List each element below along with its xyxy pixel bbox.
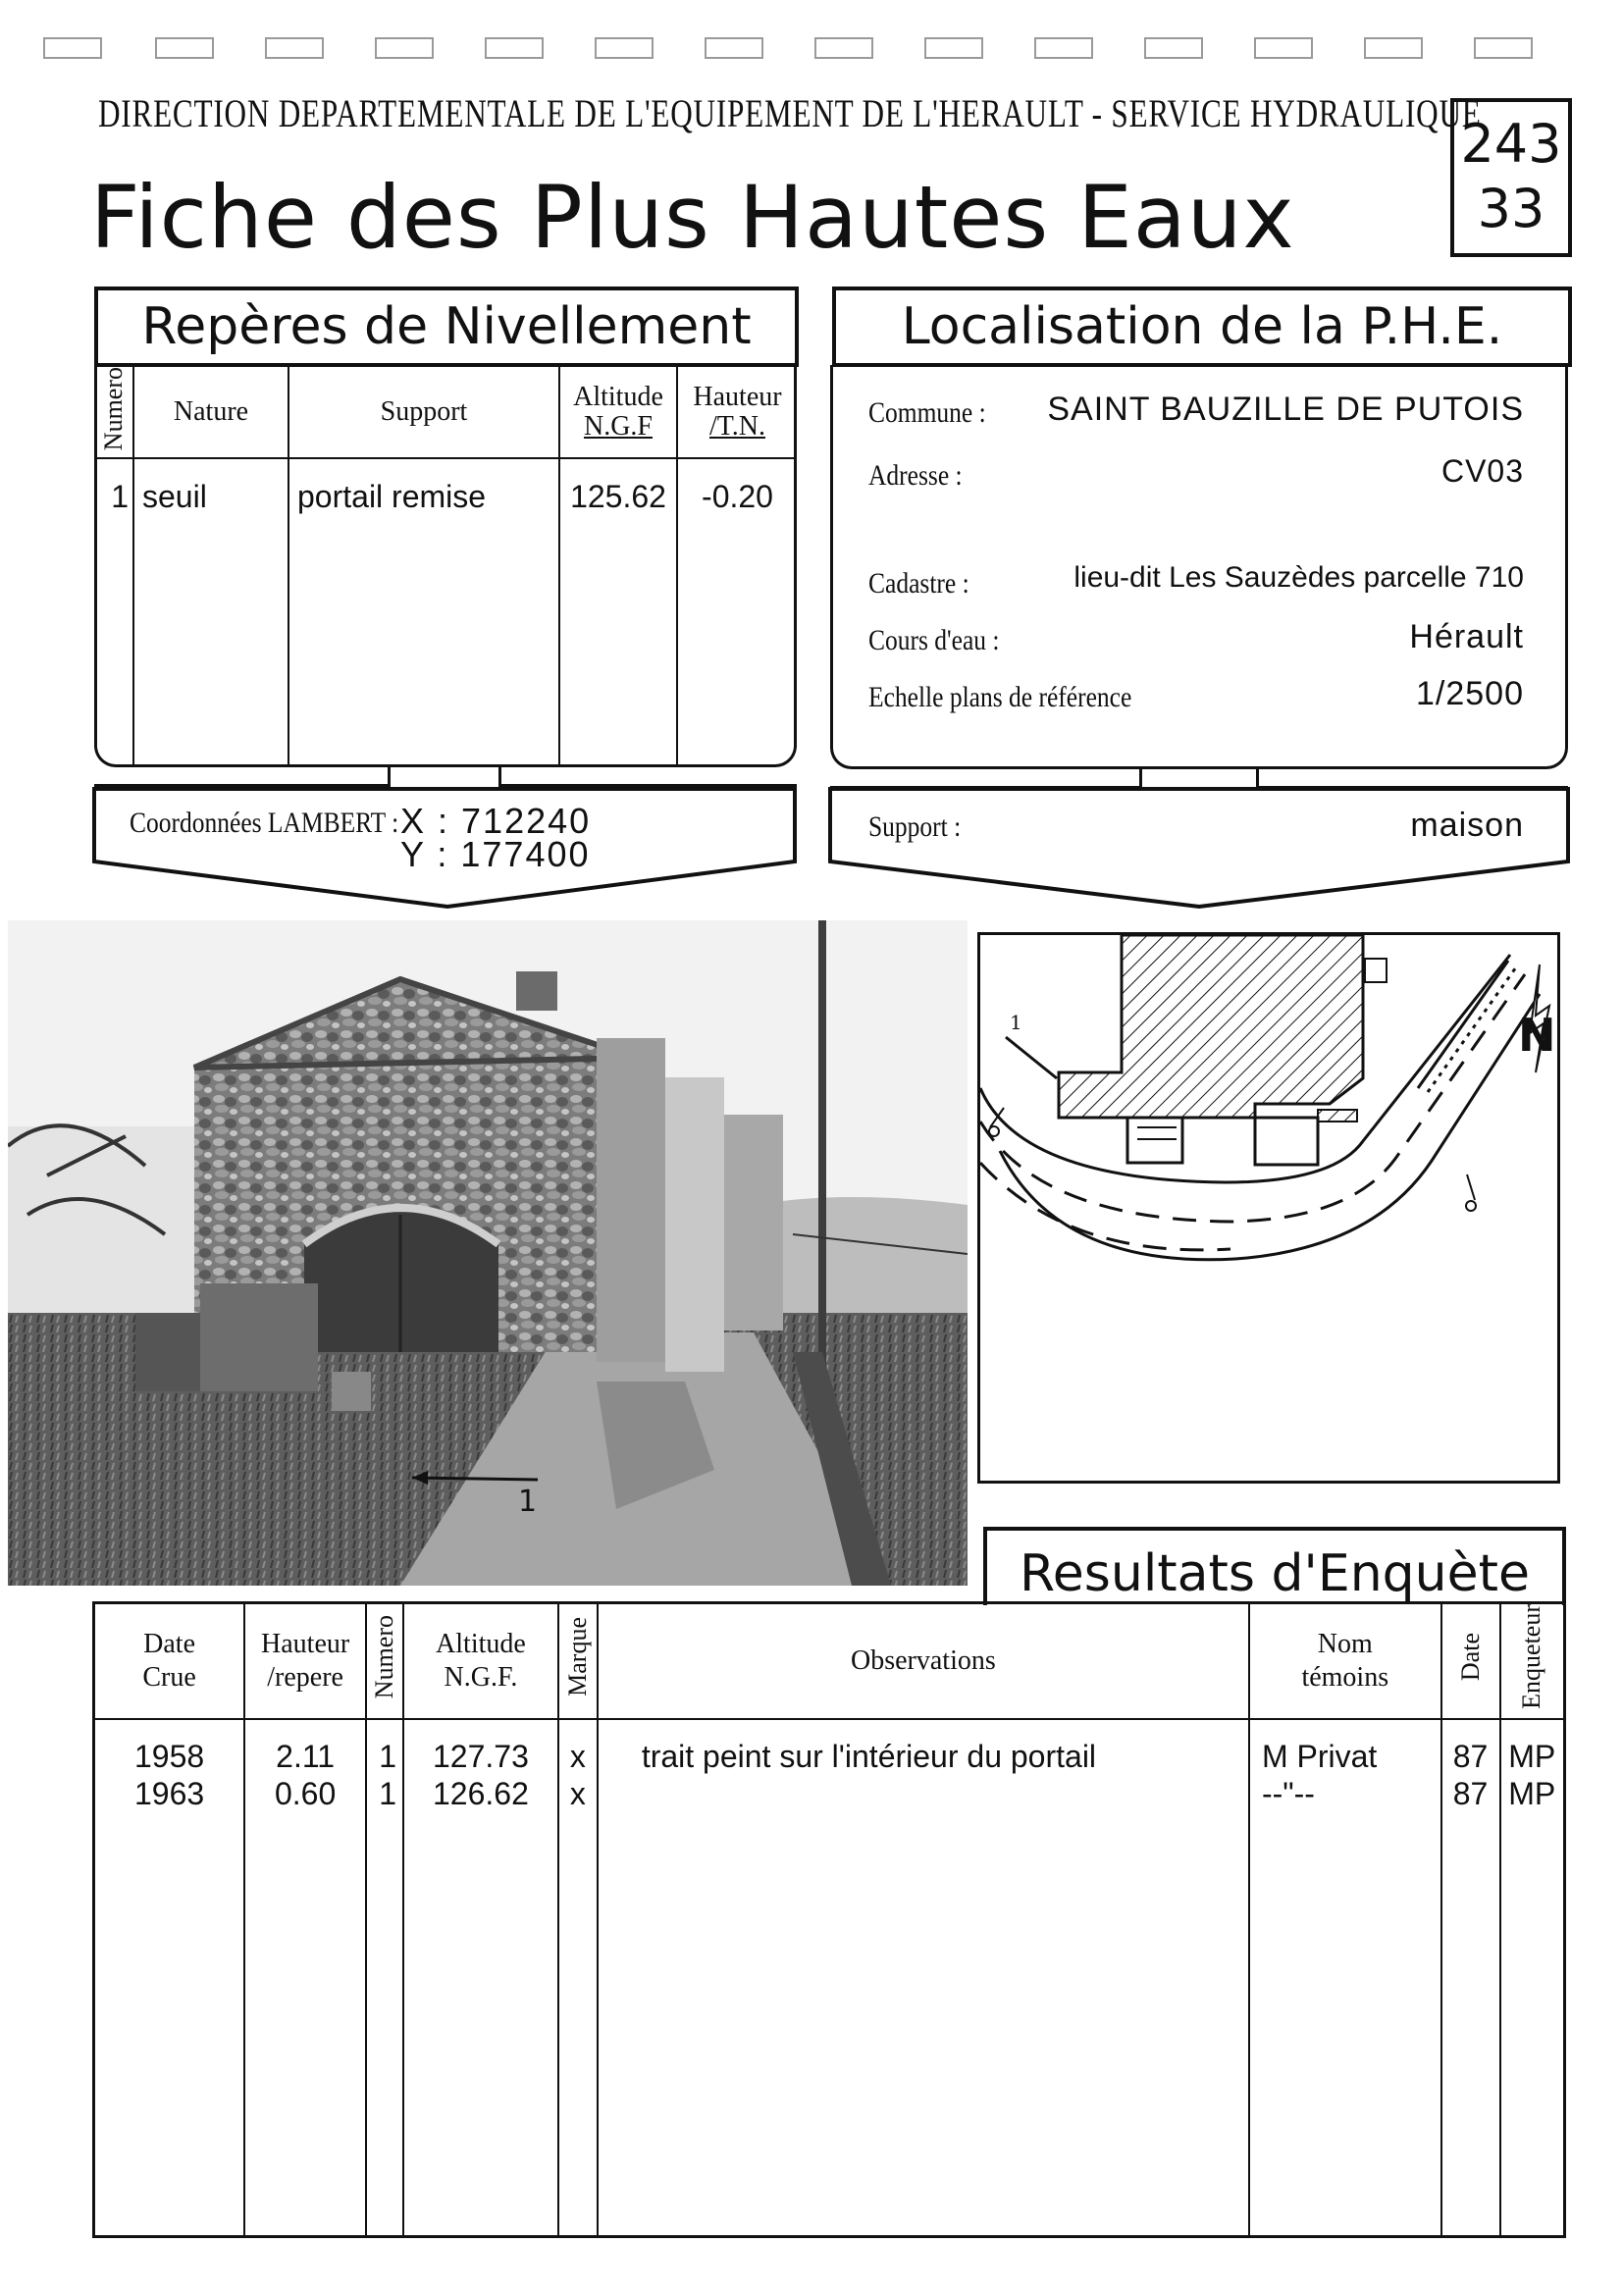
col-hauteur — [677, 367, 797, 458]
col-numero — [94, 367, 133, 458]
col-date-label: Date — [1455, 1632, 1485, 1681]
coordinate-x-label: X : — [400, 801, 450, 841]
row1-nom: M Privat — [1261, 1738, 1378, 1774]
col-marque — [558, 1603, 598, 1719]
coordinates-label: Coordonnées LAMBERT : — [130, 807, 399, 839]
col-res-numero-label: Numero — [370, 1614, 399, 1699]
support-label: Support : — [868, 810, 962, 843]
table-row — [94, 1719, 1565, 2237]
adresse-label: Adresse : — [868, 459, 963, 492]
binding-hole — [814, 37, 873, 59]
cell-nom — [1249, 1719, 1441, 2237]
binding-hole — [375, 37, 434, 59]
table-row — [94, 458, 797, 767]
col-res-altitude — [403, 1603, 558, 1719]
commune-label: Commune : — [868, 396, 986, 429]
cadastre-value: lieu-dit Les Sauzèdes parcelle 710 — [1073, 561, 1524, 594]
binding-hole — [1254, 37, 1313, 59]
adresse-row — [868, 453, 1524, 496]
col-nom-label2: témoins — [1301, 1661, 1389, 1693]
repere-hauteur: -0.20 — [702, 479, 773, 515]
cell-altitude — [403, 1719, 558, 2237]
col-hauteur-repere — [244, 1603, 366, 1719]
row2-nom: --"-- — [1261, 1775, 1315, 1811]
cell-enqueteur — [1500, 1719, 1565, 2237]
repere-support: portail remise — [288, 458, 559, 767]
resultats-section-title: Resultats d'Enquète — [983, 1527, 1566, 1605]
site-plan-drawing — [980, 935, 1557, 1481]
col-hauteur-repere-label: Hauteur — [261, 1628, 350, 1659]
col-enqueteur-label: Enqueteur — [1517, 1604, 1546, 1709]
coordinate-y-value: 177400 — [460, 834, 591, 874]
col-observations: Observations — [598, 1603, 1249, 1719]
binding-hole — [1034, 37, 1093, 59]
row1-hauteur: 2.11 — [276, 1738, 336, 1774]
binding-hole — [43, 37, 102, 59]
row1-enqueteur: MP — [1508, 1738, 1556, 1774]
col-hauteur-label: Hauteur — [693, 382, 782, 413]
cell-marque — [558, 1719, 598, 2237]
reperes-tab-right — [498, 765, 797, 787]
row2-enqueteur: MP — [1508, 1775, 1556, 1811]
binding-hole — [1474, 37, 1533, 59]
fiche-number-box — [1450, 98, 1572, 257]
row2-marque: x — [569, 1775, 586, 1811]
photo-marker-label: 1 — [518, 1485, 538, 1519]
localisation-section-title: Localisation de la P.H.E. — [832, 287, 1572, 367]
binding-hole — [1364, 37, 1423, 59]
binding-hole — [265, 37, 324, 59]
coordinate-x-value: 712240 — [461, 801, 592, 841]
repere-altitude: 125.62 — [559, 458, 677, 767]
col-nom-label: Nom — [1317, 1628, 1373, 1659]
col-date — [1441, 1603, 1500, 1719]
row1-altitude: 127.73 — [433, 1738, 529, 1774]
echelle-label: Echelle plans de référence — [868, 681, 1132, 713]
col-enqueteur — [1500, 1603, 1565, 1719]
binding-hole — [485, 37, 544, 59]
cell-numero — [366, 1719, 403, 2237]
resultats-header-row — [94, 1603, 1565, 1719]
repere-nature: seuil — [133, 458, 288, 767]
page-title: Fiche des Plus Hautes Eaux — [90, 167, 1295, 268]
binding-hole — [924, 37, 983, 59]
commune-value: SAINT BAUZILLE DE PUTOIS — [1047, 391, 1524, 428]
binding-hole — [595, 37, 654, 59]
binding-hole — [155, 37, 214, 59]
site-photo — [8, 920, 968, 1586]
row2-numero: 1 — [379, 1775, 397, 1811]
binding-hole — [1144, 37, 1203, 59]
fiche-number-line1: 243 — [1460, 113, 1562, 175]
col-numero-label: Numero — [98, 367, 128, 451]
cours-eau-value: Hérault — [1409, 618, 1524, 655]
col-hauteur-unit: /T.N. — [708, 411, 766, 443]
row2-date-crue: 1963 — [134, 1775, 205, 1811]
col-altitude — [559, 367, 677, 458]
site-photo-image — [8, 920, 968, 1586]
echelle-row — [868, 675, 1524, 718]
col-support: Support — [288, 367, 559, 458]
row2-hauteur: 0.60 — [274, 1775, 337, 1811]
reperes-tab-left — [94, 765, 391, 787]
coordinate-y-label: Y : — [400, 834, 449, 874]
cours-eau-row — [868, 618, 1524, 661]
cadastre-row — [868, 561, 1524, 604]
col-hauteur-repere-label2: /repere — [267, 1661, 343, 1693]
cell-observations — [598, 1719, 1249, 2237]
col-res-numero — [366, 1603, 403, 1719]
plan-marker-label: 1 — [1010, 1011, 1022, 1034]
row2-date: 87 — [1452, 1775, 1489, 1811]
col-date-crue-label: Date — [143, 1628, 196, 1659]
row1-marque: x — [569, 1738, 586, 1774]
cell-date-crue — [94, 1719, 245, 2237]
row1-date: 87 — [1452, 1738, 1489, 1774]
col-date-crue-label2: Crue — [142, 1661, 196, 1693]
cours-eau-label: Cours d'eau : — [868, 624, 1000, 656]
cadastre-label: Cadastre : — [868, 567, 969, 600]
binding-hole — [705, 37, 763, 59]
row1-numero: 1 — [379, 1738, 397, 1774]
reperes-header-row — [94, 367, 797, 458]
row1-observations: trait peint sur l'intérieur du portail — [641, 1738, 1097, 1774]
col-altitude-label: Altitude — [573, 382, 663, 413]
col-nature: Nature — [133, 367, 288, 458]
col-res-altitude-label: Altitude — [436, 1628, 526, 1659]
row2-altitude: 126.62 — [433, 1775, 529, 1811]
repere-numero: 1 — [94, 458, 133, 767]
fiche-number-line2: 33 — [1477, 178, 1545, 239]
north-label: N — [1518, 1009, 1556, 1062]
col-res-altitude-label2: N.G.F. — [444, 1661, 518, 1693]
commune-row — [868, 391, 1524, 434]
cell-date — [1441, 1719, 1500, 2237]
support-value: maison — [1410, 807, 1524, 844]
reperes-table — [94, 367, 797, 767]
reperes-section-title: Repères de Nivellement — [94, 287, 799, 367]
site-plan — [977, 932, 1560, 1484]
echelle-value: 1/2500 — [1416, 675, 1524, 712]
resultats-table — [92, 1601, 1566, 2238]
row1-date-crue: 1958 — [134, 1738, 205, 1774]
support-row — [868, 807, 1524, 850]
department-header: DIRECTION DEPARTEMENTALE DE L'EQUIPEMENT DE L'HERAULT - SERVICE HYDRAULIQUE — [98, 91, 1482, 135]
cell-hauteur — [244, 1719, 366, 2237]
col-marque-label: Marque — [562, 1616, 592, 1696]
col-altitude-unit: N.G.F — [583, 411, 653, 443]
col-nom-temoins — [1249, 1603, 1441, 1719]
coordinate-y — [400, 834, 591, 875]
adresse-value: CV03 — [1440, 453, 1524, 489]
col-date-crue — [94, 1603, 245, 1719]
